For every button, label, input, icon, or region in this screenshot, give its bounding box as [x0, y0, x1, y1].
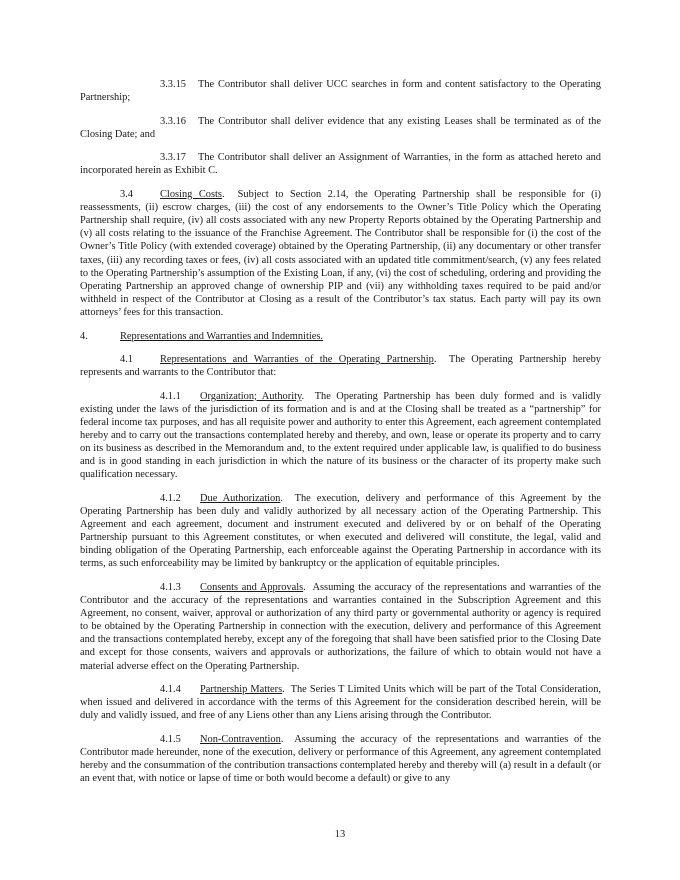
section-text: The Operating Partnership hereby represents and warrants to the Contributor that:: [80, 354, 601, 379]
section-text: Subject to Section 2.14, the Operating Partnership shall be responsible for (i) reassessments, (ii) escrow charges, (iii) the cost of any endorsements to the Owner’s Title Policy which the Operating Partnership shall require, (iv) all costs associated with any new Property Reports obtained by the Operating Partnership and (v) all costs relating to the issuance of the Franchise Agreement. The Contributor shall be responsible for (i) the cost of the Owner’s Title Policy (with extended coverage) obtained by the Operating Partnership, (ii) any documentary or other transfer taxes, (iii) any recording taxes or fees, (iv) all costs associated with an updated title commitment/search, (v) any fees related to the Operating Partnership’s assumption of the Existing Loan, if any, (vi) the cost of scheduling, ordering and providing the Operating Partnership an approved change of ownership PIP and (vii) any withholding taxes required to be paid and/or withheld in respect of the Contributor at Closing as a result of the Contributor’s tax status. Each party will pay its own attorneys’ fees for this transaction.: [80, 189, 601, 318]
document-body: [80, 78, 601, 796]
section-4-1-1: 4.1.1 Organization; Authority. The Operating Partnership has been duly formed and is validly existing under the laws of the jurisdiction of its formation and is and at the Closing shall be treated as a “partnership” for federal income tax purposes, and has all requisite power and authority to enter this Agreement, each agreement contemplated hereby and to carry out the transactions contemplated hereby and thereby, and own, lease or operate its property and to carry on its business as described in the Memorandum and, to the extent required under applicable law, is qualified to do business and is in good standing in each jurisdiction in which the nature of its business or the character of its property make such qualification necessary.: [80, 390, 601, 481]
section-3-3-17: [80, 151, 601, 177]
section-3-3-15: [80, 78, 601, 104]
section-text: The Operating Partnership has been duly formed and is validly existing under the laws of the jurisdiction of its formation and is and at the Closing shall be treated as a “partnership” for federal income tax purposes, and has all requisite power and authority to enter this Agreement, each agreement contemplated hereby and to carry out the transactions contemplated hereby and thereby, and own, lease or operate its property and to carry on its business as described in the Memorandum and, to the extent required under applicable law, is qualified to do business and is in good standing in each jurisdiction in which the nature of its business or the character of its property make such qualification necessary.: [80, 390, 601, 481]
section-4-1-4: 4.1.4 Partnership Matters. The Series T Limited Units which will be part of the Total Consideration, when issued and delivered in accordance with the terms of this Agreement for the consideration described herein, will be duly and validly issued, and free of any Liens other than any Liens arising through the Contributor.: [80, 684, 601, 722]
section-number: 3.3.15: [160, 79, 186, 90]
section-heading: Organization; Authority: [200, 390, 302, 402]
section-number: 3.3.16: [160, 115, 186, 127]
section-number: 4.1.3: [160, 582, 181, 593]
section-heading: Consents and Approvals: [200, 582, 304, 593]
section-number: 4.1.4: [160, 684, 181, 696]
section-text: Assuming the accuracy of the representations and warranties of the Contributor made hereunder, none of the execution, delivery or performance of this Agreement, any agreement contemplated hereby and the consummation of the contribution transactions contemplated hereby and thereby will (a) result in a default (or an event that, with notice or lapse of time or both would become a default) or give to any: [80, 733, 601, 785]
section-heading: Closing Costs: [160, 189, 222, 201]
section-heading: Due Authorization: [200, 492, 281, 504]
section-number: 3.3.17: [160, 152, 186, 164]
section-text: The execution, delivery and performance of this Agreement by the Operating Partnership has been duly and validly authorized by all necessary action of the Operating Partnership. This Agreement and each agreement, document and instrument executed and delivered by or on behalf of the Operating Partnership pursuant to this Agreement constitutes, or when executed and delivered will constitute, the legal, valid and binding obligation of the Operating Partnership, each enforceable against the Operating Partnership in accordance with its terms, as such enforceability may be limited by bankruptcy or the application of equitable principles.: [80, 492, 601, 570]
section-text: Assuming the accuracy of the representations and warranties of the Contributor and the accuracy of the representations and warranties contained in the Subscription Agreement and this Agreement, no consent, waiver, approval or authorization of any third party or governmental authority or agency is required to be obtained by the Operating Partnership in connection with the execution, delivery and performance of this Agreement and the transactions contemplated hereby, except any of the foregoing that shall have been satisfied prior to the Closing Date and except for those consents, waivers and approvals or authorizations, the failure of which to obtain would not have a material adverse effect on the Operating Partnership.: [80, 582, 602, 672]
section-heading: Non-Contravention: [200, 733, 281, 745]
section-heading: Partnership Matters: [200, 684, 283, 696]
section-heading: Representations and Warranties of the Operating Partnership: [160, 354, 434, 366]
section-4-1-2: 4.1.2 Due Authorization. The execution, delivery and performance of this Agreement by the Operating Partnership has been duly and validly authorized by all necessary action of the Operating Partnership. This Agreement and each agreement, document and instrument executed and delivered by or on behalf of the Operating Partnership pursuant to this Agreement constitutes, or when executed and delivered will constitute, the legal, valid and binding obligation of the Operating Partnership, each enforceable against the Operating Partnership in accordance with its terms, as such enforceability may be limited by bankruptcy or the application of equitable principles.: [80, 492, 601, 570]
section-4-1: 4.1 Representations and Warranties of the Operating Partnership. The Operating Partnership hereby represents and warrants to the Contributor that:: [80, 354, 601, 379]
section-3-3-16: [80, 115, 601, 141]
section-number: 3.4: [120, 189, 133, 201]
section-text: The Contributor shall deliver an Assignment of Warranties, in the form as attached hereto and incorporated herein as Exhibit C.: [80, 152, 601, 177]
section-number: 4.1: [120, 354, 133, 366]
section-number: 4.: [80, 330, 88, 342]
section-number: 4.1.5: [160, 733, 181, 745]
section-4-1-3: 4.1.3 Consents and Approvals. Assuming the accuracy of the representations and warranties of the Contributor and the accuracy of the representations and warranties contained in the Subscription Agreement and this Agreement, no consent, waiver, approval or authorization of any third party or governmental authority or agency is required to be obtained by the Operating Partnership in connection with the execution, delivery and performance of this Agreement and the transactions contemplated hereby, except any of the foregoing that shall have been satisfied prior to the Closing Date and except for those consents, waivers and approvals or authorizations, the failure of which to obtain would not have a material adverse effect on the Operating Partnership.: [80, 582, 602, 672]
section-number: 4.1.2: [160, 492, 181, 504]
section-text: The Contributor shall deliver UCC searches in form and content satisfactory to the Operating Partnership;: [80, 79, 601, 104]
section-number: 4.1.1: [160, 390, 181, 402]
section-text: The Series T Limited Units which will be part of the Total Consideration, when issued and delivered in accordance with the terms of this Agreement for the consideration described herein, will be duly and validly issued, and free of any Liens other than any Liens arising through the Contributor.: [80, 684, 601, 722]
section-text: The Contributor shall deliver evidence that any existing Leases shall be terminated as of the Closing Date; and: [80, 115, 601, 140]
section-4-1-5: 4.1.5 Non-Contravention. Assuming the accuracy of the representations and warranties of the Contributor made hereunder, none of the execution, delivery or performance of this Agreement, any agreement contemplated hereby and the consummation of the contribution transactions contemplated hereby and thereby will (a) result in a default (or an event that, with notice or lapse of time or both would become a default) or give to any: [80, 733, 601, 785]
page-number: 13: [334, 829, 346, 840]
article-4: [80, 330, 601, 343]
section-heading: Representations and Warranties and Indemnities.: [120, 330, 323, 342]
section-3-4: 3.4 Closing Costs. Subject to Section 2.14, the Operating Partnership shall be responsible for (i) reassessments, (ii) escrow charges, (iii) the cost of any endorsements to the Owner’s Title Policy which the Operating Partnership shall require, (iv) all costs associated with any new Property Reports obtained by the Operating Partnership and (v) all costs relating to the issuance of the Franchise Agreement. The Contributor shall be responsible for (i) the cost of the Owner’s Title Policy (with extended coverage) obtained by the Operating Partnership, (ii) any documentary or other transfer taxes, (iii) any recording taxes or fees, (iv) all costs associated with an updated title commitment/search, (v) any fees related to the Operating Partnership’s assumption of the Existing Loan, if any, (vi) the cost of scheduling, ordering and providing the Operating Partnership an approved change of ownership PIP and (vii) any withholding taxes required to be paid and/or withheld in respect of the Contributor at Closing as a result of the Contributor’s tax status. Each party will pay its own attorneys’ fees for this transaction.: [80, 189, 601, 318]
